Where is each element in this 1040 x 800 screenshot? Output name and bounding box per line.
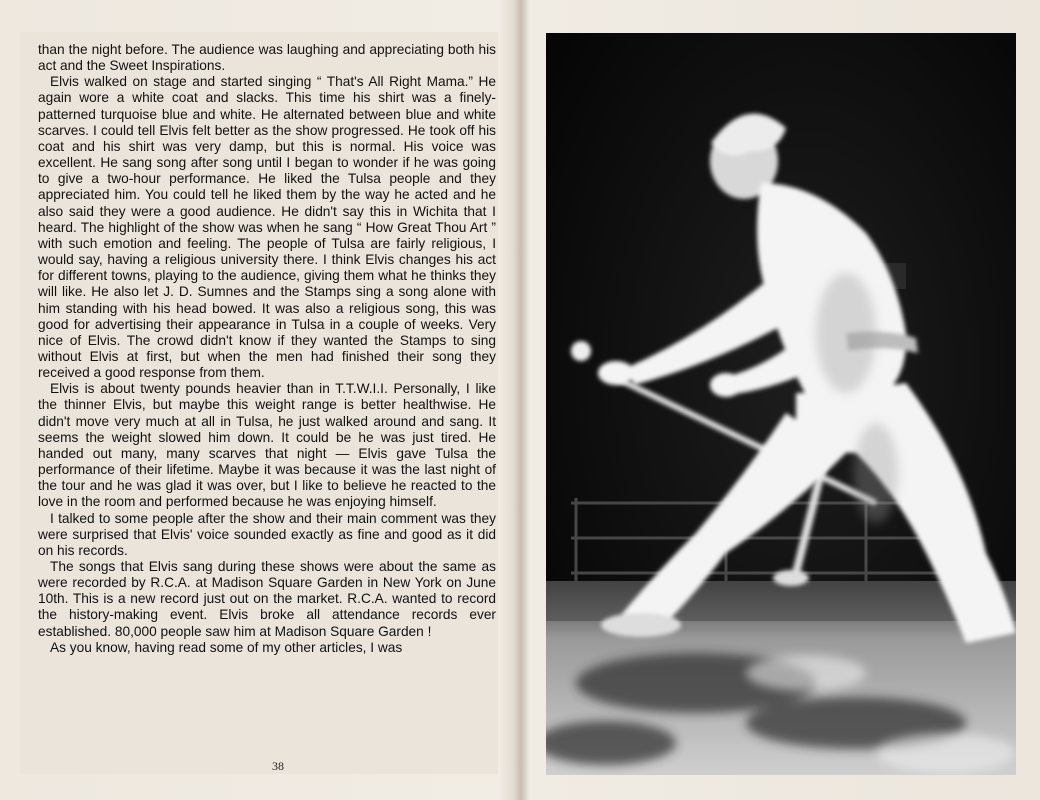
left-page [20,32,498,774]
performer-photo [546,33,1016,775]
paragraph: Elvis is about twenty pounds heavier than in T.T.W.I.I. Personally, I like the thinner Elvis, but maybe this weight range is better healthwise. He didn't move very much at all in Tulsa, he just walked around and sang. It seems the weight slowed him down. It could be he was just tired. He handed out many, many scarves that night — Elvis gave Tulsa the performance of their lifetime. Maybe it was because it was the last night of the tour and he was glad it was over, but I like to believe he reacted to the love in the room and performed because he was enjoying himself. [38,381,496,510]
article-text [38,42,496,656]
paragraph: The songs that Elvis sang during these shows were about the same as were recorded by R.C.A. at Madison Square Garden in New York on June 10th. This is a new record just out on the market. R.C.A. wanted to record the history-making event. Elvis broke all attendance records ever established. 80,000 people saw him at Madison Square Garden ! [38,559,496,639]
performer-photo-illustration [546,33,1016,775]
page-gutter [514,0,528,800]
paragraph: Elvis walked on stage and started singing “ That's All Right Mama.” He again wore a white coat and slacks. This time his shirt was a finely-patterned turquoise blue and white. He alternated between blue and white scarves. I could tell Elvis felt better as the show progressed. He took off his coat and his shirt was very damp, but this is normal. His voice was excellent. He sang song after song until I began to wonder if he was going to give a two-hour performance. He liked the Tulsa people and they appreciated him. You could tell he liked them by the way he acted and he also said they were a good audience. He didn't say this in Wichita that I heard. The highlight of the show was when he sang “ How Great Thou Art ” with such emotion and feeling. The people of Tulsa are fairly religious, I would say, having a religious university there. I think Elvis changes his act for different towns, playing to the audience, giving them what he thinks they will like. He also let J. D. Sumnes and the Stamps sing a song alone with him standing with his head bowed. It was also a religious song, this was good for advertising their appearance in Tulsa in a couple of weeks. Very nice of Elvis. The crowd didn't know if they wanted the Stamps to sing without Elvis at first, but when the men had finished their song they received a good response from them. [38,74,496,381]
paragraph: than the night before. The audience was laughing and appreciating both his act and the Sweet Inspirations. [38,42,496,74]
paragraph: As you know, having read some of my other articles, I was [50,639,403,655]
paragraph: I talked to some people after the show and their main comment was they were surprised that Elvis' voice sounded exactly as fine and good as it did on his records. [38,510,496,558]
page-number: 38 [272,759,284,773]
